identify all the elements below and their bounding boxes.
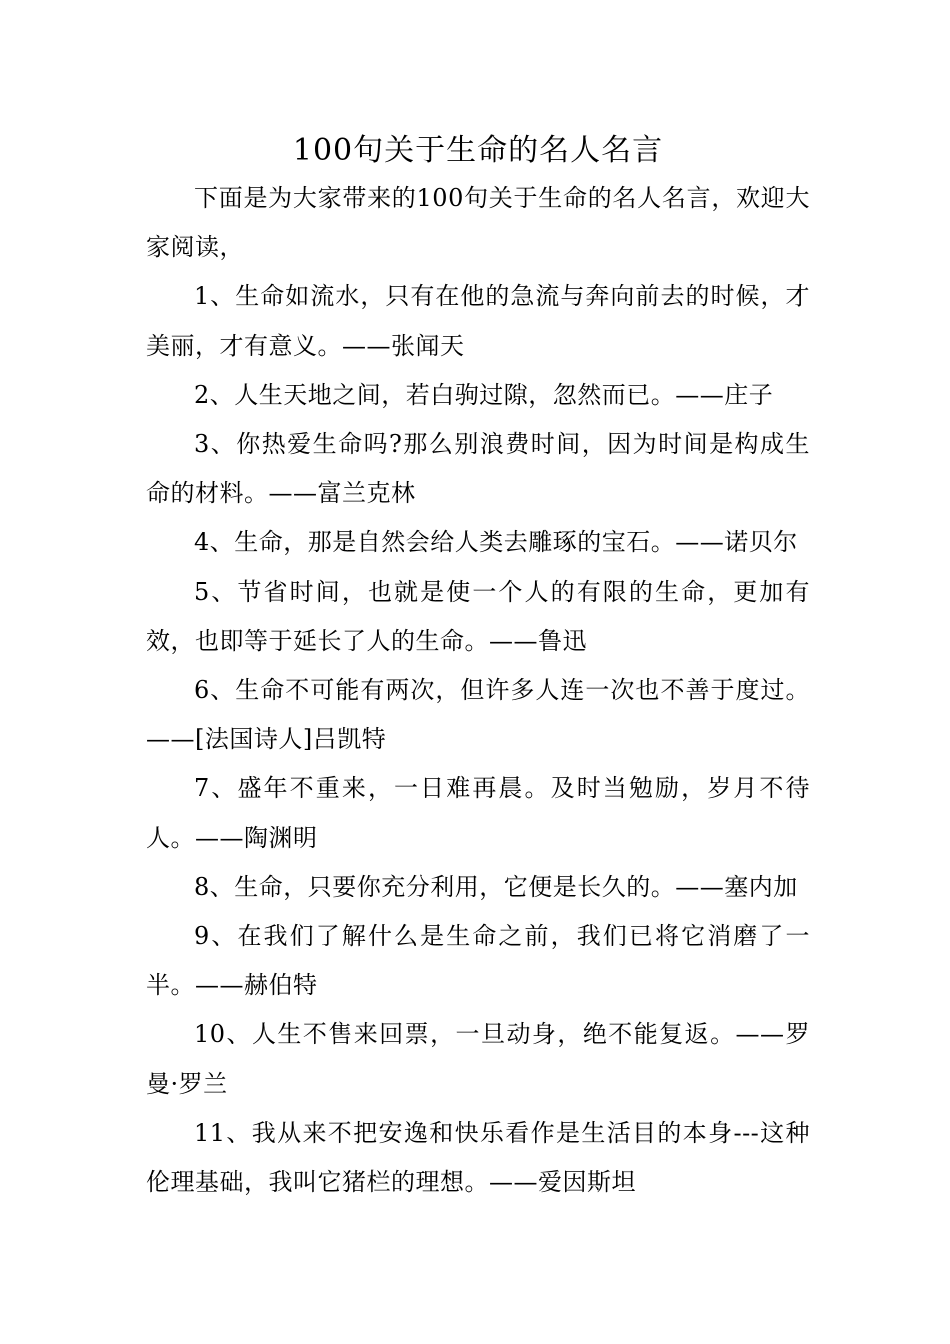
quote-8: 8、生命，只要你充分利用，它便是长久的。——塞内加 bbox=[194, 872, 798, 901]
quote-7: 7、盛年不重来，一日难再晨。及时当勉励，岁月不待人。——陶渊明 bbox=[146, 774, 810, 852]
quote-2: 2、人生天地之间，若白驹过隙，忽然而已。——庄子 bbox=[194, 380, 774, 409]
quote-1: 1、生命如流水，只有在他的急流与奔向前去的时候，才美丽，才有意义。——张闻天 bbox=[146, 282, 810, 360]
intro-paragraph: 下面是为大家带来的100句关于生命的名人名言，欢迎大家阅读， bbox=[146, 184, 810, 262]
quote-4: 4、生命，那是自然会给人类去雕琢的宝石。——诺贝尔 bbox=[194, 528, 798, 557]
quote-3: 3、你热爱生命吗?那么别浪费时间，因为时间是构成生命的材料。——富兰克林 bbox=[146, 430, 810, 508]
document-body bbox=[146, 128, 810, 1207]
quote-5: 5、节省时间，也就是使一个人的有限的生命，更加有效，也即等于延长了人的生命。——鲁迅 bbox=[146, 577, 810, 655]
quote-9: 9、在我们了解什么是生命之前，我们已将它消磨了一半。——赫伯特 bbox=[146, 922, 810, 1000]
quote-10: 10、人生不售来回票，一旦动身，绝不能复返。——罗曼·罗兰 bbox=[146, 1020, 810, 1098]
quote-6: 6、生命不可能有两次，但许多人连一次也不善于度过。——[法国诗人]吕凯特 bbox=[146, 676, 810, 754]
quote-11: 11、我从来不把安逸和快乐看作是生活目的本身---这种伦理基础，我叫它猪栏的理想。——爱因斯坦 bbox=[146, 1118, 810, 1197]
document-title: 100句关于生命的名人名言 bbox=[292, 133, 664, 168]
